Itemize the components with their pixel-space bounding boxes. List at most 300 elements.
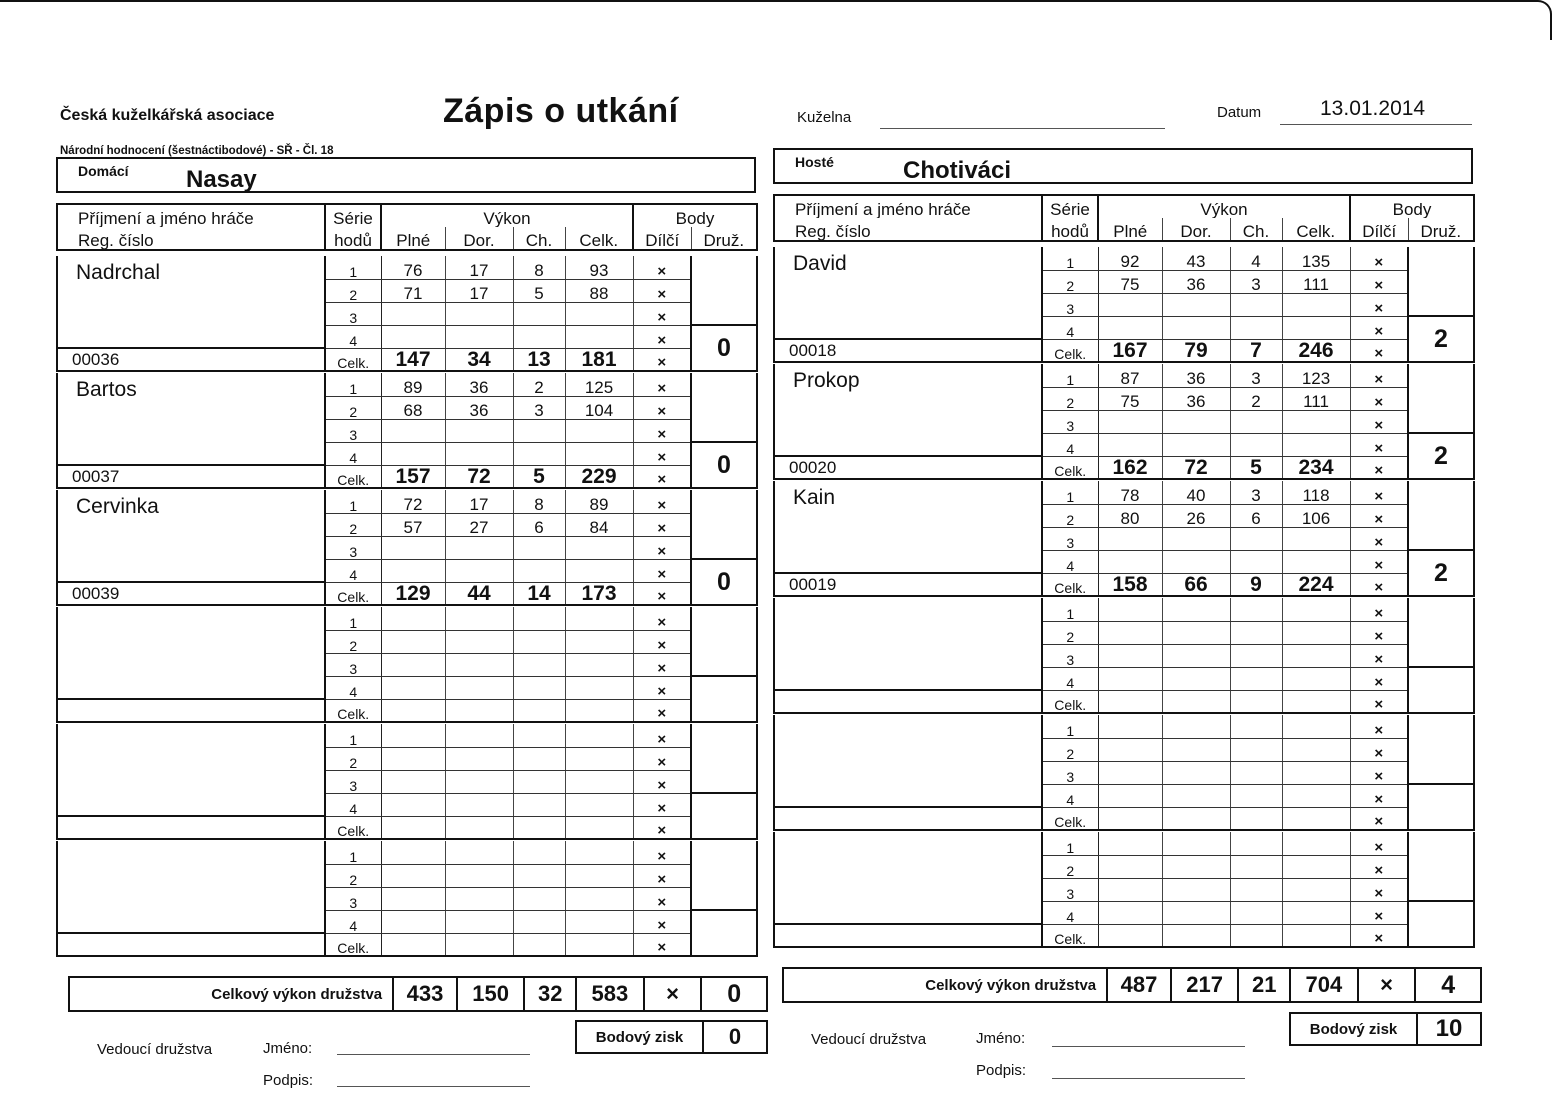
score-ch[interactable]: 6 (1230, 504, 1282, 527)
score-ch[interactable] (1230, 527, 1282, 550)
score-celk[interactable]: 234 (1282, 456, 1350, 479)
score-celk[interactable] (1282, 293, 1350, 316)
score-plne[interactable] (381, 841, 445, 864)
score-dor[interactable] (1162, 527, 1230, 550)
score-dor[interactable]: 34 (445, 348, 513, 371)
score-ch[interactable]: 14 (513, 582, 565, 605)
score-plne[interactable] (1098, 550, 1162, 573)
score-ch[interactable]: 3 (1230, 481, 1282, 504)
score-dor[interactable] (1162, 410, 1230, 433)
score-plne[interactable]: 92 (1098, 247, 1162, 270)
score-ch[interactable] (513, 793, 565, 816)
score-ch[interactable]: 13 (513, 348, 565, 371)
score-dor[interactable] (445, 841, 513, 864)
score-plne[interactable] (381, 559, 445, 582)
team-points-box[interactable] (1408, 667, 1474, 713)
serie-number: 3 (1042, 527, 1098, 550)
score-dor[interactable] (445, 653, 513, 676)
score-dor[interactable]: 17 (445, 490, 513, 513)
score-plne[interactable] (381, 536, 445, 559)
guest-jmeno-field[interactable] (1052, 1046, 1245, 1047)
team-points-box[interactable] (1408, 784, 1474, 830)
player-reg[interactable] (57, 816, 325, 839)
score-plne[interactable] (1098, 807, 1162, 830)
score-ch[interactable] (1230, 598, 1282, 621)
player-name[interactable] (57, 607, 325, 699)
serie-number: 2 (325, 747, 381, 770)
score-celk[interactable]: 181 (565, 348, 633, 371)
score-plne[interactable]: 71 (381, 279, 445, 302)
score-celk[interactable] (565, 630, 633, 653)
score-celk[interactable]: 106 (1282, 504, 1350, 527)
score-celk[interactable]: 111 (1282, 387, 1350, 410)
score-celk[interactable] (565, 793, 633, 816)
score-dor[interactable] (1162, 807, 1230, 830)
score-ch[interactable]: 3 (513, 396, 565, 419)
team-points-box[interactable]: 2 (1408, 316, 1474, 362)
score-celk[interactable] (1282, 598, 1350, 621)
score-dor[interactable]: 72 (445, 465, 513, 488)
score-dor[interactable]: 36 (1162, 387, 1230, 410)
score-plne[interactable] (381, 676, 445, 699)
score-celk[interactable] (1282, 715, 1350, 738)
score-plne[interactable] (381, 724, 445, 747)
serie-number: Celk. (1042, 339, 1098, 362)
score-dor[interactable] (1162, 621, 1230, 644)
score-ch[interactable] (1230, 316, 1282, 339)
score-dor[interactable]: 36 (445, 373, 513, 396)
team-points-box[interactable]: 2 (1408, 550, 1474, 596)
score-ch[interactable] (1230, 433, 1282, 456)
score-ch[interactable]: 4 (1230, 247, 1282, 270)
score-ch[interactable]: 9 (1230, 573, 1282, 596)
player-reg[interactable]: 00036 (57, 348, 325, 371)
score-ch[interactable]: 5 (1230, 456, 1282, 479)
score-ch[interactable] (1230, 878, 1282, 901)
team-points-box[interactable] (1408, 901, 1474, 947)
score-dor[interactable] (1162, 433, 1230, 456)
score-ch[interactable] (1230, 761, 1282, 784)
score-ch[interactable] (513, 536, 565, 559)
score-plne[interactable] (381, 747, 445, 770)
score-dor[interactable] (445, 302, 513, 325)
col-reg: Reg. číslo (57, 227, 325, 250)
score-ch[interactable]: 3 (1230, 364, 1282, 387)
score-plne[interactable] (1098, 316, 1162, 339)
score-dor[interactable] (1162, 901, 1230, 924)
score-celk[interactable] (565, 699, 633, 722)
score-plne[interactable] (1098, 784, 1162, 807)
team-points-box[interactable]: 0 (691, 325, 757, 371)
score-ch[interactable]: 3 (1230, 270, 1282, 293)
score-celk[interactable] (1282, 901, 1350, 924)
score-plne[interactable]: 78 (1098, 481, 1162, 504)
team-points-box[interactable]: 0 (691, 442, 757, 488)
score-dor[interactable] (1162, 855, 1230, 878)
score-plne[interactable]: 167 (1098, 339, 1162, 362)
score-celk[interactable]: 111 (1282, 270, 1350, 293)
col-dilci: Dílčí (633, 227, 691, 250)
score-celk[interactable]: 93 (565, 256, 633, 279)
score-dor[interactable] (445, 325, 513, 348)
score-plne[interactable] (1098, 715, 1162, 738)
score-plne[interactable] (381, 653, 445, 676)
score-celk[interactable]: 229 (565, 465, 633, 488)
score-celk[interactable] (565, 933, 633, 956)
score-dor[interactable]: 79 (1162, 339, 1230, 362)
player-name[interactable] (774, 598, 1042, 690)
score-plne[interactable]: 162 (1098, 456, 1162, 479)
score-plne[interactable] (1098, 855, 1162, 878)
player-name[interactable]: Cervinka (57, 490, 325, 582)
score-plne[interactable]: 68 (381, 396, 445, 419)
score-celk[interactable]: 118 (1282, 481, 1350, 504)
player-name[interactable]: Kain (774, 481, 1042, 573)
score-dor[interactable] (445, 864, 513, 887)
home-jmeno-field[interactable] (337, 1054, 530, 1055)
score-dor[interactable] (1162, 832, 1230, 855)
score-plne[interactable]: 76 (381, 256, 445, 279)
score-plne[interactable] (381, 864, 445, 887)
score-celk[interactable]: 125 (565, 373, 633, 396)
player-name[interactable]: David (774, 247, 1042, 339)
serie-number: 1 (1042, 715, 1098, 738)
score-celk[interactable] (565, 747, 633, 770)
score-dor[interactable] (445, 607, 513, 630)
player-reg[interactable] (57, 933, 325, 956)
score-celk[interactable] (565, 816, 633, 839)
score-ch[interactable]: 8 (513, 490, 565, 513)
score-plne[interactable] (381, 910, 445, 933)
score-celk[interactable] (565, 910, 633, 933)
score-plne[interactable]: 158 (1098, 573, 1162, 596)
score-plne[interactable] (1098, 644, 1162, 667)
score-ch[interactable] (1230, 807, 1282, 830)
score-plne[interactable]: 72 (381, 490, 445, 513)
score-celk[interactable] (565, 676, 633, 699)
score-plne[interactable] (381, 816, 445, 839)
score-dor[interactable] (445, 793, 513, 816)
player-name[interactable] (57, 724, 325, 816)
score-ch[interactable] (513, 630, 565, 653)
score-plne[interactable]: 75 (1098, 270, 1162, 293)
guest-team-box (773, 148, 1473, 184)
score-ch[interactable] (513, 770, 565, 793)
score-ch[interactable] (513, 699, 565, 722)
score-plne[interactable] (1098, 761, 1162, 784)
score-plne[interactable] (1098, 690, 1162, 713)
player-reg[interactable]: 00018 (774, 339, 1042, 362)
score-ch[interactable] (1230, 901, 1282, 924)
score-plne[interactable] (1098, 621, 1162, 644)
score-dor[interactable]: 72 (1162, 456, 1230, 479)
score-ch[interactable] (1230, 644, 1282, 667)
player-reg[interactable] (774, 807, 1042, 830)
player-reg[interactable]: 00039 (57, 582, 325, 605)
score-celk[interactable]: 246 (1282, 339, 1350, 362)
score-plne[interactable]: 89 (381, 373, 445, 396)
score-ch[interactable]: 8 (513, 256, 565, 279)
score-ch[interactable] (513, 841, 565, 864)
score-ch[interactable] (1230, 410, 1282, 433)
score-dor[interactable] (445, 887, 513, 910)
home-team-name[interactable]: Nasay (186, 166, 257, 193)
dilci-cross: × (633, 325, 691, 348)
score-ch[interactable] (513, 559, 565, 582)
kuzelna-field[interactable] (880, 128, 1165, 129)
team-points-box[interactable]: 2 (1408, 433, 1474, 479)
score-celk[interactable]: 224 (1282, 573, 1350, 596)
team-points-box[interactable] (691, 910, 757, 956)
score-ch[interactable] (1230, 855, 1282, 878)
score-plne[interactable] (1098, 598, 1162, 621)
score-dor[interactable] (445, 536, 513, 559)
score-ch[interactable]: 5 (513, 279, 565, 302)
score-plne[interactable] (1098, 738, 1162, 761)
score-dor[interactable]: 36 (1162, 364, 1230, 387)
score-celk[interactable]: 135 (1282, 247, 1350, 270)
score-dor[interactable] (1162, 598, 1230, 621)
score-ch[interactable] (513, 442, 565, 465)
score-celk[interactable] (1282, 621, 1350, 644)
player-reg[interactable] (57, 699, 325, 722)
dilci-cross: × (633, 513, 691, 536)
score-plne[interactable] (1098, 924, 1162, 947)
player-name[interactable]: Prokop (774, 364, 1042, 456)
team-points-box[interactable] (691, 676, 757, 722)
score-dor[interactable]: 36 (445, 396, 513, 419)
score-plne[interactable] (381, 933, 445, 956)
score-dor[interactable] (1162, 715, 1230, 738)
dilci-cross: × (633, 559, 691, 582)
player-reg[interactable]: 00019 (774, 573, 1042, 596)
score-celk[interactable] (565, 653, 633, 676)
score-celk[interactable] (1282, 807, 1350, 830)
score-ch[interactable] (513, 607, 565, 630)
score-celk[interactable] (565, 887, 633, 910)
score-ch[interactable] (1230, 621, 1282, 644)
score-celk[interactable] (1282, 410, 1350, 433)
score-celk[interactable]: 123 (1282, 364, 1350, 387)
score-dor[interactable]: 17 (445, 279, 513, 302)
serie-number: 4 (325, 910, 381, 933)
score-plne[interactable] (1098, 527, 1162, 550)
score-dor[interactable] (1162, 644, 1230, 667)
score-plne[interactable]: 80 (1098, 504, 1162, 527)
team-points-box[interactable] (691, 793, 757, 839)
score-dor[interactable] (1162, 550, 1230, 573)
player-name[interactable]: Nadrchal (57, 256, 325, 348)
score-ch[interactable]: 6 (513, 513, 565, 536)
score-plne[interactable] (381, 699, 445, 722)
score-ch[interactable] (1230, 738, 1282, 761)
score-ch[interactable] (1230, 667, 1282, 690)
score-celk[interactable] (1282, 690, 1350, 713)
score-ch[interactable] (1230, 293, 1282, 316)
score-dor[interactable] (445, 816, 513, 839)
score-celk[interactable]: 89 (565, 490, 633, 513)
score-ch[interactable] (513, 910, 565, 933)
score-plne[interactable] (381, 419, 445, 442)
score-celk[interactable] (1282, 924, 1350, 947)
guest-team-name[interactable]: Chotiváci (903, 157, 1012, 184)
score-dor[interactable] (1162, 784, 1230, 807)
score-plne[interactable] (381, 793, 445, 816)
score-plne[interactable] (381, 302, 445, 325)
score-ch[interactable]: 7 (1230, 339, 1282, 362)
score-celk[interactable] (565, 325, 633, 348)
player-reg[interactable] (774, 690, 1042, 713)
score-celk[interactable] (1282, 316, 1350, 339)
score-dor[interactable] (445, 747, 513, 770)
team-points-box[interactable]: 0 (691, 559, 757, 605)
score-celk[interactable] (565, 724, 633, 747)
score-plne[interactable] (381, 887, 445, 910)
score-ch[interactable] (1230, 715, 1282, 738)
score-ch[interactable]: 2 (513, 373, 565, 396)
score-plne[interactable] (1098, 667, 1162, 690)
score-dor[interactable] (1162, 738, 1230, 761)
score-ch[interactable] (513, 864, 565, 887)
score-ch[interactable] (513, 887, 565, 910)
score-dor[interactable]: 26 (1162, 504, 1230, 527)
score-dor[interactable] (1162, 316, 1230, 339)
score-plne[interactable]: 75 (1098, 387, 1162, 410)
score-dor[interactable] (445, 559, 513, 582)
home-total-plne: 433 (392, 978, 456, 1010)
score-plne[interactable] (381, 630, 445, 653)
score-celk[interactable] (565, 770, 633, 793)
score-dor[interactable] (1162, 924, 1230, 947)
score-dor[interactable] (1162, 667, 1230, 690)
player-name[interactable] (57, 841, 325, 933)
score-celk[interactable]: 173 (565, 582, 633, 605)
player-reg[interactable]: 00020 (774, 456, 1042, 479)
score-dor[interactable]: 36 (1162, 270, 1230, 293)
score-celk[interactable] (565, 536, 633, 559)
score-dor[interactable] (1162, 690, 1230, 713)
score-dor[interactable] (445, 699, 513, 722)
score-celk[interactable] (1282, 855, 1350, 878)
score-celk[interactable] (1282, 550, 1350, 573)
score-plne[interactable] (1098, 901, 1162, 924)
score-plne[interactable]: 87 (1098, 364, 1162, 387)
score-celk[interactable] (1282, 761, 1350, 784)
score-celk[interactable]: 88 (565, 279, 633, 302)
player-name[interactable]: Bartos (57, 373, 325, 465)
dilci-cross: × (1350, 247, 1408, 270)
score-dor[interactable] (445, 724, 513, 747)
score-dor[interactable] (1162, 293, 1230, 316)
score-celk[interactable] (565, 302, 633, 325)
dilci-cross: × (1350, 807, 1408, 830)
score-celk[interactable] (1282, 832, 1350, 855)
score-plne[interactable]: 129 (381, 582, 445, 605)
score-ch[interactable] (1230, 784, 1282, 807)
score-plne[interactable] (381, 607, 445, 630)
player-name[interactable] (774, 715, 1042, 807)
score-celk[interactable] (1282, 667, 1350, 690)
score-plne[interactable]: 157 (381, 465, 445, 488)
score-ch[interactable] (513, 816, 565, 839)
score-celk[interactable]: 104 (565, 396, 633, 419)
player-reg[interactable]: 00037 (57, 465, 325, 488)
player-name[interactable] (774, 832, 1042, 924)
score-celk[interactable] (1282, 784, 1350, 807)
score-dor[interactable] (445, 442, 513, 465)
score-ch[interactable] (1230, 550, 1282, 573)
datum-value[interactable]: 13.01.2014 (1320, 97, 1426, 120)
score-plne[interactable] (381, 442, 445, 465)
col-plne: Plné (1098, 218, 1162, 241)
score-ch[interactable] (1230, 690, 1282, 713)
score-celk[interactable] (565, 607, 633, 630)
score-ch[interactable] (1230, 832, 1282, 855)
score-dor[interactable]: 40 (1162, 481, 1230, 504)
score-celk[interactable] (1282, 527, 1350, 550)
score-plne[interactable] (1098, 410, 1162, 433)
score-celk[interactable] (1282, 738, 1350, 761)
score-dor[interactable] (445, 419, 513, 442)
score-dor[interactable] (445, 630, 513, 653)
score-plne[interactable] (381, 770, 445, 793)
score-plne[interactable] (1098, 832, 1162, 855)
score-plne[interactable]: 147 (381, 348, 445, 371)
score-plne[interactable] (1098, 293, 1162, 316)
score-dor[interactable] (445, 770, 513, 793)
score-dor[interactable]: 43 (1162, 247, 1230, 270)
score-celk[interactable] (565, 419, 633, 442)
score-ch[interactable] (513, 724, 565, 747)
score-ch[interactable]: 5 (513, 465, 565, 488)
score-ch[interactable] (513, 302, 565, 325)
home-podpis-field[interactable] (337, 1086, 530, 1087)
score-dor[interactable]: 27 (445, 513, 513, 536)
score-celk[interactable] (565, 841, 633, 864)
score-ch[interactable] (513, 325, 565, 348)
score-celk[interactable] (1282, 644, 1350, 667)
score-ch[interactable]: 2 (1230, 387, 1282, 410)
score-ch[interactable] (513, 676, 565, 699)
score-dor[interactable]: 17 (445, 256, 513, 279)
score-plne[interactable] (1098, 433, 1162, 456)
score-celk[interactable] (1282, 878, 1350, 901)
score-dor[interactable] (445, 910, 513, 933)
score-celk[interactable] (565, 559, 633, 582)
score-dor[interactable]: 44 (445, 582, 513, 605)
home-total-celk: 583 (575, 978, 643, 1010)
score-plne[interactable] (1098, 878, 1162, 901)
score-dor[interactable] (1162, 878, 1230, 901)
score-dor[interactable] (445, 933, 513, 956)
score-dor[interactable] (445, 676, 513, 699)
score-celk[interactable]: 84 (565, 513, 633, 536)
score-ch[interactable] (513, 653, 565, 676)
score-celk[interactable] (1282, 433, 1350, 456)
score-dor[interactable] (1162, 761, 1230, 784)
guest-podpis-field[interactable] (1052, 1078, 1245, 1079)
score-dor[interactable]: 66 (1162, 573, 1230, 596)
score-ch[interactable] (513, 933, 565, 956)
score-ch[interactable] (513, 419, 565, 442)
score-plne[interactable]: 57 (381, 513, 445, 536)
score-ch[interactable] (513, 747, 565, 770)
score-ch[interactable] (1230, 924, 1282, 947)
player-reg[interactable] (774, 924, 1042, 947)
score-celk[interactable] (565, 442, 633, 465)
score-celk[interactable] (565, 864, 633, 887)
score-plne[interactable] (381, 325, 445, 348)
